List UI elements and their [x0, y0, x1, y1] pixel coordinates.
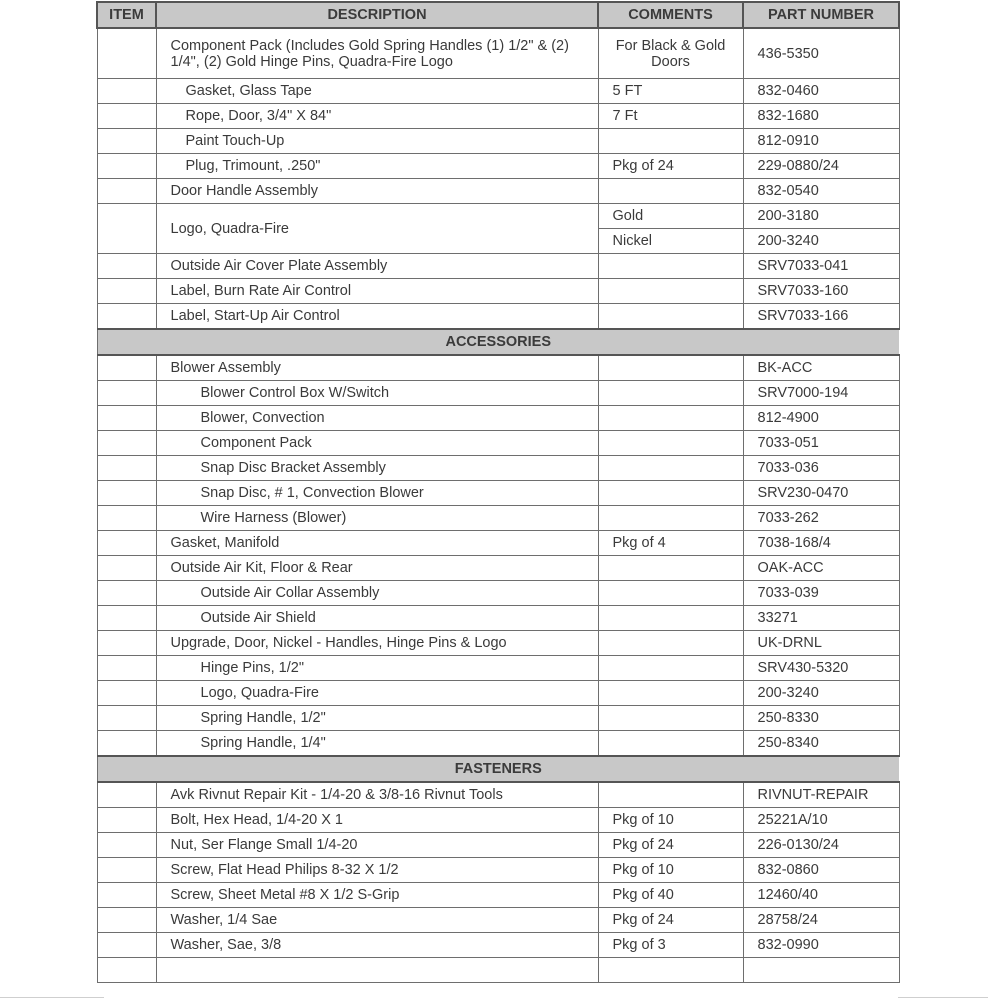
- description-cell: Label, Start-Up Air Control: [156, 304, 598, 330]
- item-cell: [97, 681, 156, 706]
- part-number-cell: 7033-262: [743, 506, 899, 531]
- description-cell: Outside Air Shield: [156, 606, 598, 631]
- header-row: [97, 2, 899, 28]
- part-number-cell: 250-8330: [743, 706, 899, 731]
- comments-cell: [598, 556, 743, 581]
- item-cell: [97, 279, 156, 304]
- description-cell: Washer, 1/4 Sae: [156, 908, 598, 933]
- description-cell: Washer, Sae, 3/8: [156, 933, 598, 958]
- part-number-cell: 7038-168/4: [743, 531, 899, 556]
- table-row: [97, 556, 899, 581]
- table-row: [97, 681, 899, 706]
- table-row: [97, 581, 899, 606]
- comments-cell: [598, 456, 743, 481]
- comments-cell: [598, 129, 743, 154]
- description-cell: Plug, Trimount, .250": [156, 154, 598, 179]
- part-number-cell: SRV7033-166: [743, 304, 899, 330]
- section-title: FASTENERS: [97, 756, 899, 782]
- part-number-cell: RIVNUT-REPAIR: [743, 782, 899, 808]
- comments-cell: [598, 731, 743, 757]
- item-cell: [97, 28, 156, 79]
- item-cell: [97, 204, 156, 254]
- table-row: [97, 606, 899, 631]
- item-cell: [97, 381, 156, 406]
- comments-cell: [598, 355, 743, 381]
- table-row: [97, 129, 899, 154]
- comments-cell: [598, 406, 743, 431]
- table-row: [97, 154, 899, 179]
- item-cell: [97, 858, 156, 883]
- item-cell: [97, 104, 156, 129]
- comments-cell: [598, 431, 743, 456]
- item-cell: [97, 79, 156, 104]
- part-number-cell: 832-1680: [743, 104, 899, 129]
- comments-cell: [598, 179, 743, 204]
- comments-cell: Pkg of 10: [598, 858, 743, 883]
- part-number-cell: 832-0860: [743, 858, 899, 883]
- table-row: [97, 104, 899, 129]
- description-cell: Blower Assembly: [156, 355, 598, 381]
- page-edge-line: [0, 997, 104, 998]
- part-number-cell: 7033-039: [743, 581, 899, 606]
- table-row: [97, 731, 899, 757]
- comments-cell: Nickel: [598, 229, 743, 254]
- table-row: [97, 279, 899, 304]
- part-number-cell: 25221A/10: [743, 808, 899, 833]
- fasteners-body: [97, 782, 899, 983]
- item-cell: [97, 406, 156, 431]
- header-description: DESCRIPTION: [156, 2, 598, 28]
- part-number-cell: 812-0910: [743, 129, 899, 154]
- description-cell: Component Pack (Includes Gold Spring Handles (1) 1/2" & (2) 1/4", (2) Gold Hinge Pins, Quadra-Fire Logo: [156, 28, 598, 79]
- item-cell: [97, 304, 156, 330]
- comments-cell: Pkg of 24: [598, 908, 743, 933]
- comments-cell: Pkg of 24: [598, 833, 743, 858]
- description-cell: Outside Air Collar Assembly: [156, 581, 598, 606]
- description-cell: Gasket, Manifold: [156, 531, 598, 556]
- parts-list-sheet: [96, 1, 898, 983]
- item-cell: [97, 731, 156, 757]
- part-number-cell: SRV7000-194: [743, 381, 899, 406]
- part-number-cell: BK-ACC: [743, 355, 899, 381]
- table-row: [97, 706, 899, 731]
- table-row: [97, 908, 899, 933]
- table-row: [97, 304, 899, 330]
- description-cell: Wire Harness (Blower): [156, 506, 598, 531]
- table-row: [97, 406, 899, 431]
- comments-cell: 5 FT: [598, 79, 743, 104]
- comments-cell: Pkg of 24: [598, 154, 743, 179]
- table-row: [97, 254, 899, 279]
- comments-cell: [598, 304, 743, 330]
- table-row: [97, 481, 899, 506]
- item-cell: [97, 606, 156, 631]
- description-cell: Outside Air Cover Plate Assembly: [156, 254, 598, 279]
- item-cell: [97, 883, 156, 908]
- comments-cell: [598, 782, 743, 808]
- description-cell: Nut, Ser Flange Small 1/4-20: [156, 833, 598, 858]
- description-cell: Gasket, Glass Tape: [156, 79, 598, 104]
- part-number-cell: 33271: [743, 606, 899, 631]
- description-cell: Paint Touch-Up: [156, 129, 598, 154]
- description-cell: Logo, Quadra-Fire: [156, 681, 598, 706]
- part-number-cell: 200-3240: [743, 681, 899, 706]
- part-number-cell: 229-0880/24: [743, 154, 899, 179]
- table-row: [97, 506, 899, 531]
- item-cell: [97, 154, 156, 179]
- comments-cell: Gold: [598, 204, 743, 229]
- table-row: [97, 79, 899, 104]
- fasteners-header-body: [97, 756, 899, 782]
- table-row: [97, 858, 899, 883]
- description-cell: Component Pack: [156, 431, 598, 456]
- part-number-cell: SRV430-5320: [743, 656, 899, 681]
- parts-table-body: [97, 28, 899, 355]
- item-cell: [97, 531, 156, 556]
- description-cell: Bolt, Hex Head, 1/4-20 X 1: [156, 808, 598, 833]
- item-cell: [97, 129, 156, 154]
- table-row: [97, 933, 899, 958]
- description-cell: Snap Disc, # 1, Convection Blower: [156, 481, 598, 506]
- part-number-cell: 812-4900: [743, 406, 899, 431]
- table-row: [97, 656, 899, 681]
- comments-cell: [598, 506, 743, 531]
- item-cell: [97, 456, 156, 481]
- description-cell: [156, 958, 598, 983]
- description-cell: Door Handle Assembly: [156, 179, 598, 204]
- section-title: ACCESSORIES: [97, 329, 899, 355]
- item-cell: [97, 908, 156, 933]
- table-row: [97, 883, 899, 908]
- part-number-cell: 7033-051: [743, 431, 899, 456]
- item-cell: [97, 431, 156, 456]
- comments-cell: [598, 581, 743, 606]
- description-cell: Blower Control Box W/Switch: [156, 381, 598, 406]
- item-cell: [97, 656, 156, 681]
- item-cell: [97, 179, 156, 204]
- part-number-cell: 200-3240: [743, 229, 899, 254]
- part-number-cell: OAK-ACC: [743, 556, 899, 581]
- page-edge-line: [898, 997, 988, 998]
- header-part-number: PART NUMBER: [743, 2, 899, 28]
- description-cell: Spring Handle, 1/2": [156, 706, 598, 731]
- comments-cell: [598, 656, 743, 681]
- part-number-cell: 832-0540: [743, 179, 899, 204]
- parts-table: [96, 1, 900, 983]
- comments-cell: Pkg of 4: [598, 531, 743, 556]
- item-cell: [97, 782, 156, 808]
- part-number-cell: UK-DRNL: [743, 631, 899, 656]
- description-cell: Logo, Quadra-Fire: [156, 204, 598, 254]
- description-cell: Spring Handle, 1/4": [156, 731, 598, 757]
- comments-cell: Pkg of 3: [598, 933, 743, 958]
- table-row: [97, 179, 899, 204]
- description-cell: Screw, Sheet Metal #8 X 1/2 S-Grip: [156, 883, 598, 908]
- description-cell: Upgrade, Door, Nickel - Handles, Hinge Pins & Logo: [156, 631, 598, 656]
- description-cell: Label, Burn Rate Air Control: [156, 279, 598, 304]
- comments-cell: [598, 706, 743, 731]
- comments-cell: [598, 606, 743, 631]
- header-item: ITEM: [97, 2, 156, 28]
- item-cell: [97, 355, 156, 381]
- table-row: [97, 431, 899, 456]
- description-cell: Avk Rivnut Repair Kit - 1/4-20 & 3/8-16 Rivnut Tools: [156, 782, 598, 808]
- part-number-cell: 12460/40: [743, 883, 899, 908]
- table-row: [97, 204, 899, 229]
- part-number-cell: SRV7033-160: [743, 279, 899, 304]
- table-row: [97, 631, 899, 656]
- comments-cell: [598, 254, 743, 279]
- description-cell: Hinge Pins, 1/2": [156, 656, 598, 681]
- item-cell: [97, 808, 156, 833]
- part-number-cell: 226-0130/24: [743, 833, 899, 858]
- comments-cell: For Black & Gold Doors: [598, 28, 743, 79]
- part-number-cell: 28758/24: [743, 908, 899, 933]
- comments-cell: Pkg of 40: [598, 883, 743, 908]
- comments-cell: [598, 631, 743, 656]
- table-row: [97, 381, 899, 406]
- item-cell: [97, 933, 156, 958]
- comments-cell: [598, 481, 743, 506]
- description-cell: Snap Disc Bracket Assembly: [156, 456, 598, 481]
- accessories-body: [97, 355, 899, 756]
- comments-cell: [598, 681, 743, 706]
- comments-cell: Pkg of 10: [598, 808, 743, 833]
- comments-cell: [598, 381, 743, 406]
- table-row: [97, 833, 899, 858]
- description-cell: Outside Air Kit, Floor & Rear: [156, 556, 598, 581]
- item-cell: [97, 631, 156, 656]
- comments-cell: [598, 279, 743, 304]
- description-cell: Screw, Flat Head Philips 8-32 X 1/2: [156, 858, 598, 883]
- item-cell: [97, 481, 156, 506]
- part-number-cell: 7033-036: [743, 456, 899, 481]
- part-number-cell: 832-0460: [743, 79, 899, 104]
- table-row: [97, 958, 899, 983]
- part-number-cell: 436-5350: [743, 28, 899, 79]
- section-header-fasteners: [97, 756, 899, 782]
- item-cell: [97, 506, 156, 531]
- part-number-cell: SRV230-0470: [743, 481, 899, 506]
- item-cell: [97, 958, 156, 983]
- table-row: [97, 531, 899, 556]
- part-number-cell: SRV7033-041: [743, 254, 899, 279]
- item-cell: [97, 706, 156, 731]
- part-number-cell: 832-0990: [743, 933, 899, 958]
- item-cell: [97, 581, 156, 606]
- comments-cell: 7 Ft: [598, 104, 743, 129]
- item-cell: [97, 254, 156, 279]
- part-number-cell: 200-3180: [743, 204, 899, 229]
- description-cell: Blower, Convection: [156, 406, 598, 431]
- part-number-cell: [743, 958, 899, 983]
- table-row: [97, 28, 899, 79]
- table-row: [97, 355, 899, 381]
- item-cell: [97, 833, 156, 858]
- part-number-cell: 250-8340: [743, 731, 899, 757]
- item-cell: [97, 556, 156, 581]
- table-row: [97, 456, 899, 481]
- description-cell: Rope, Door, 3/4" X 84": [156, 104, 598, 129]
- header-comments: COMMENTS: [598, 2, 743, 28]
- table-row: [97, 782, 899, 808]
- table-row: [97, 808, 899, 833]
- section-header-accessories: [97, 329, 899, 355]
- comments-cell: [598, 958, 743, 983]
